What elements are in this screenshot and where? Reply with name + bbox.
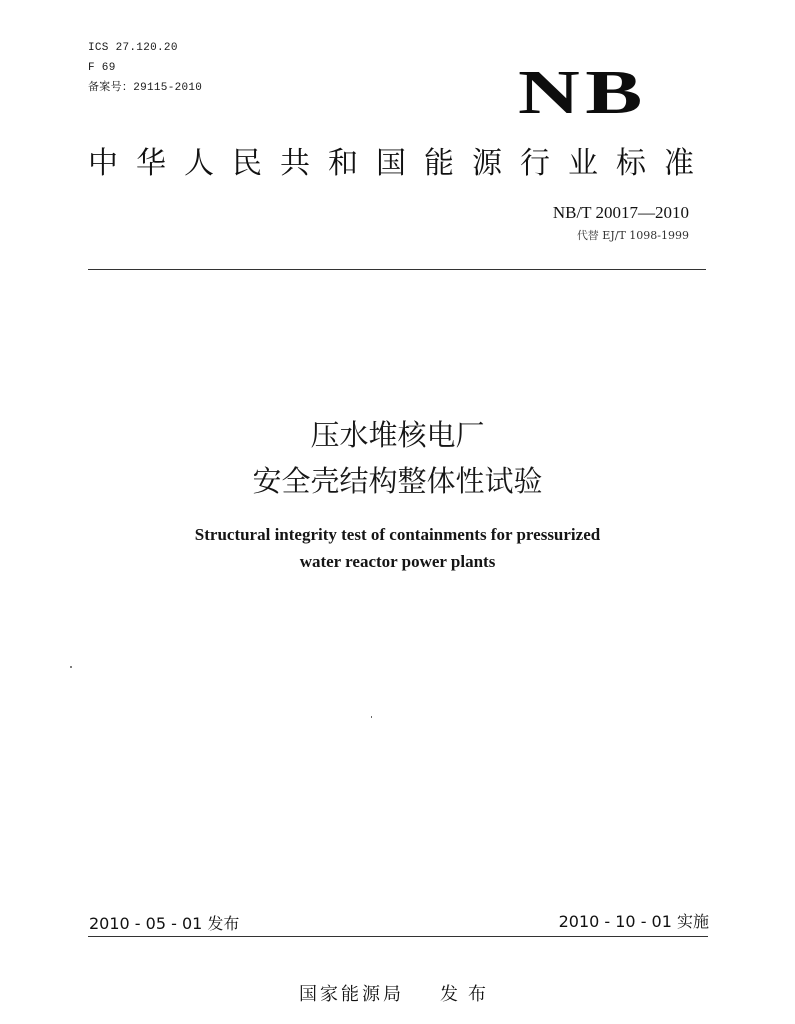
replaces-note: 代替 EJ/T 1098-1999 bbox=[576, 229, 689, 242]
standard-title-char: 行 bbox=[520, 146, 550, 181]
footer-divider bbox=[88, 936, 708, 937]
english-title-line-1: Structural integrity test of containments for pressurized bbox=[194, 525, 601, 544]
chinese-title bbox=[0, 412, 795, 504]
implementation-date: 2010 - 10 - 01 实施 bbox=[558, 912, 709, 931]
publisher-name: 国家能源局 bbox=[299, 984, 404, 1005]
scan-speck bbox=[371, 716, 372, 718]
standard-title bbox=[88, 144, 694, 184]
english-title bbox=[0, 521, 795, 575]
nb-logo: NB bbox=[518, 59, 648, 127]
header-meta bbox=[88, 38, 202, 98]
issue-date: 2010 - 05 - 01 发布 bbox=[89, 914, 240, 933]
header-divider bbox=[88, 269, 706, 270]
standard-title-char: 人 bbox=[184, 146, 214, 181]
standard-title-char: 民 bbox=[232, 146, 262, 181]
standard-title-char: 共 bbox=[280, 146, 310, 181]
standard-title-char: 中 bbox=[88, 146, 118, 181]
standard-title-char: 源 bbox=[472, 146, 502, 181]
category-code: F 69 bbox=[88, 62, 116, 74]
chinese-title-line-1: 压水堆核电厂 bbox=[310, 418, 485, 452]
chinese-title-line-2: 安全壳结构整体性试验 bbox=[252, 464, 543, 498]
record-number: 备案号：29115-2010 bbox=[88, 82, 203, 94]
publisher-line bbox=[0, 982, 795, 1008]
standard-title-char: 能 bbox=[424, 146, 454, 181]
standard-title-char: 国 bbox=[376, 146, 406, 181]
standard-title-char: 华 bbox=[136, 146, 166, 181]
publish-label: 发布 bbox=[440, 984, 496, 1005]
standard-title-char: 标 bbox=[616, 146, 646, 181]
standard-title-char: 准 bbox=[664, 146, 694, 181]
ics-code: ICS 27.120.20 bbox=[88, 42, 178, 54]
scan-speck bbox=[70, 666, 72, 668]
standard-title-char: 业 bbox=[568, 146, 598, 181]
english-title-line-2: water reactor power plants bbox=[299, 552, 496, 571]
standard-title-char: 和 bbox=[328, 146, 358, 181]
standard-code: NB/T 20017—2010 bbox=[552, 203, 689, 222]
